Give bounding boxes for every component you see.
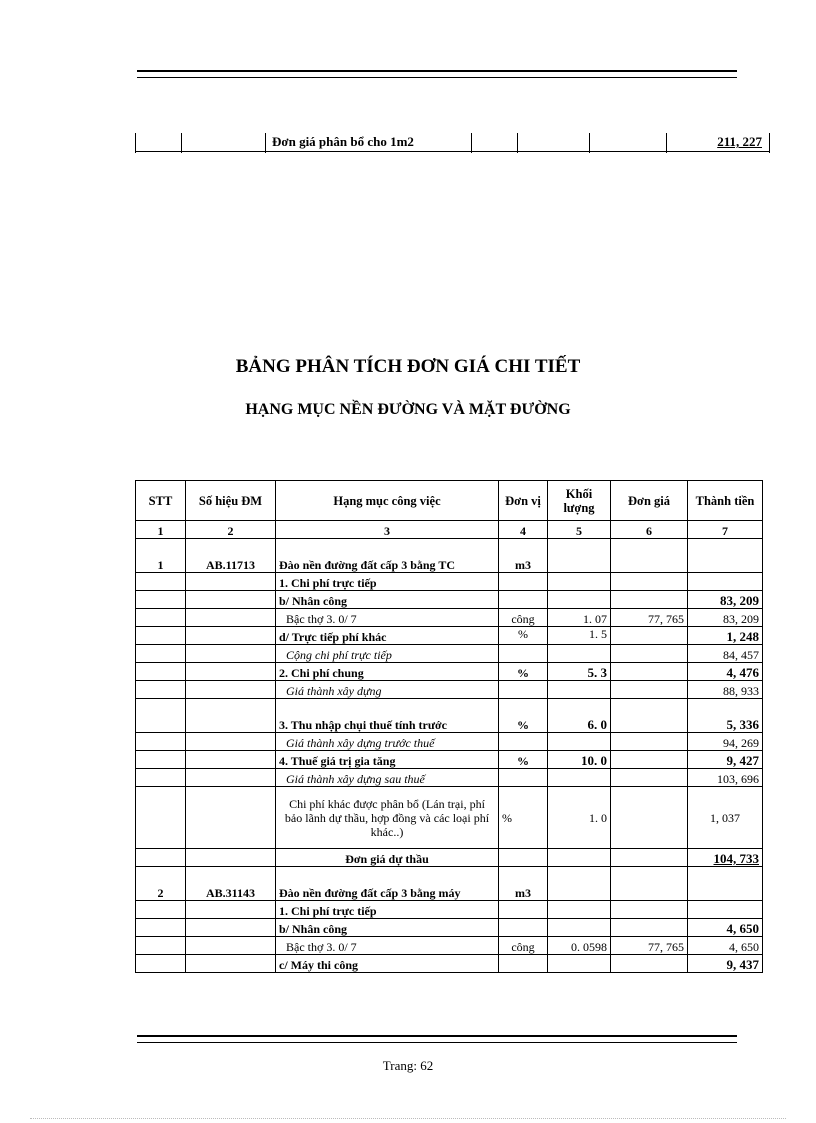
table-row bbox=[136, 937, 763, 955]
code-cell: AB.31143 bbox=[186, 867, 276, 901]
amount-cell: 103, 696 bbox=[688, 769, 763, 787]
unit-cell: % bbox=[499, 787, 548, 849]
table-row bbox=[136, 681, 763, 699]
item-cell: Giá thành xây dựng trước thuế bbox=[276, 733, 499, 751]
amount-cell: 9, 427 bbox=[688, 751, 763, 769]
stt-cell: 2 bbox=[136, 867, 186, 901]
item-cell: Bậc thợ 3. 0/ 7 bbox=[276, 937, 499, 955]
page-edge-divider bbox=[30, 1118, 786, 1119]
table-header-row bbox=[136, 481, 763, 521]
table-row bbox=[136, 609, 763, 627]
header-amount: Thành tiền bbox=[688, 481, 763, 521]
table-row bbox=[136, 591, 763, 609]
index-cell: 7 bbox=[688, 521, 763, 539]
unit-cell: công bbox=[499, 609, 548, 627]
index-cell: 1 bbox=[136, 521, 186, 539]
item-cell: Giá thành xây dựng bbox=[276, 681, 499, 699]
table-row bbox=[136, 849, 763, 867]
item-cell: b/ Nhân công bbox=[276, 919, 499, 937]
qty-cell: 1. 07 bbox=[548, 609, 611, 627]
table-row bbox=[136, 787, 763, 849]
header-unit: Đơn vị bbox=[499, 481, 548, 521]
amount-cell: 83, 209 bbox=[688, 591, 763, 609]
item-cell: Chi phí khác được phân bổ (Lán trại, phí bảo lãnh dự thầu, hợp đồng và các loại phí khác..) bbox=[276, 787, 499, 849]
stt-cell: 1 bbox=[136, 539, 186, 573]
qty-cell: 0. 0598 bbox=[548, 937, 611, 955]
amount-cell: 4, 476 bbox=[688, 663, 763, 681]
unit-cell: công bbox=[499, 937, 548, 955]
code-cell: AB.11713 bbox=[186, 539, 276, 573]
page-title: BẢNG PHÂN TÍCH ĐƠN GIÁ CHI TIẾT bbox=[235, 356, 581, 377]
price-cell: 77, 765 bbox=[611, 937, 688, 955]
header-price: Đơn giá bbox=[611, 481, 688, 521]
amount-cell: 104, 733 bbox=[688, 849, 763, 867]
table-row bbox=[136, 699, 763, 733]
item-cell: 1. Chi phí trực tiếp bbox=[276, 573, 499, 591]
header-rule bbox=[137, 70, 737, 78]
unit-cell: m3 bbox=[499, 867, 548, 901]
table-row bbox=[136, 539, 763, 573]
carry-over-row bbox=[135, 133, 770, 153]
qty-cell: 1. 5 bbox=[548, 627, 611, 645]
table-row bbox=[136, 645, 763, 663]
item-cell: 3. Thu nhập chụi thuế tính trước bbox=[276, 699, 499, 733]
amount-cell: 83, 209 bbox=[688, 609, 763, 627]
unit-cell: % bbox=[499, 751, 548, 769]
price-cell: 77, 765 bbox=[611, 609, 688, 627]
carry-over-value: 211, 227 bbox=[717, 134, 762, 149]
table-row bbox=[136, 867, 763, 901]
unit-cell: % bbox=[499, 663, 548, 681]
item-cell: c/ Máy thi công bbox=[276, 955, 499, 973]
qty-cell: 6. 0 bbox=[548, 699, 611, 733]
index-cell: 6 bbox=[611, 521, 688, 539]
table-row bbox=[136, 627, 763, 645]
amount-cell: 4, 650 bbox=[688, 937, 763, 955]
unit-cell: m3 bbox=[499, 539, 548, 573]
unit-cell: % bbox=[499, 627, 548, 645]
qty-cell: 10. 0 bbox=[548, 751, 611, 769]
item-cell: 4. Thuế giá trị gia tăng bbox=[276, 751, 499, 769]
item-cell: d/ Trực tiếp phí khác bbox=[276, 627, 499, 645]
item-cell: Đào nền đường đất cấp 3 bằng máy bbox=[276, 867, 499, 901]
amount-cell: 9, 437 bbox=[688, 955, 763, 973]
item-cell: Đào nền đường đất cấp 3 bằng TC bbox=[276, 539, 499, 573]
amount-cell: 1, 037 bbox=[688, 787, 763, 849]
table-row bbox=[136, 901, 763, 919]
amount-cell: 88, 933 bbox=[688, 681, 763, 699]
header-item: Hạng mục công việc bbox=[276, 481, 499, 521]
item-cell: 2. Chi phí chung bbox=[276, 663, 499, 681]
item-cell: Giá thành xây dựng sau thuế bbox=[276, 769, 499, 787]
qty-cell: 5. 3 bbox=[548, 663, 611, 681]
page-number: Trang: 62 bbox=[382, 1058, 434, 1073]
index-cell: 5 bbox=[548, 521, 611, 539]
table-row bbox=[136, 573, 763, 591]
carry-over-label: Đơn giá phân bổ cho 1m2 bbox=[272, 134, 414, 149]
table-row bbox=[136, 751, 763, 769]
amount-cell: 84, 457 bbox=[688, 645, 763, 663]
index-cell: 4 bbox=[499, 521, 548, 539]
table-row bbox=[136, 769, 763, 787]
table-row bbox=[136, 919, 763, 937]
item-cell: Bậc thợ 3. 0/ 7 bbox=[276, 609, 499, 627]
item-cell: 1. Chi phí trực tiếp bbox=[276, 901, 499, 919]
amount-cell: 94, 269 bbox=[688, 733, 763, 751]
index-cell: 3 bbox=[276, 521, 499, 539]
qty-cell: 1. 0 bbox=[548, 787, 611, 849]
item-cell: Đơn giá dự thầu bbox=[276, 849, 499, 867]
header-code: Số hiệu ĐM bbox=[186, 481, 276, 521]
column-index-row bbox=[136, 521, 763, 539]
price-analysis-table bbox=[135, 480, 763, 973]
item-cell: b/ Nhân công bbox=[276, 591, 499, 609]
amount-cell: 5, 336 bbox=[688, 699, 763, 733]
amount-cell: 1, 248 bbox=[688, 627, 763, 645]
amount-cell: 4, 650 bbox=[688, 919, 763, 937]
footer-rule bbox=[137, 1035, 737, 1043]
index-cell: 2 bbox=[186, 521, 276, 539]
table-row bbox=[136, 955, 763, 973]
page-subtitle: HẠNG MỤC NỀN ĐƯỜNG VÀ MẶT ĐƯỜNG bbox=[245, 401, 571, 418]
unit-cell: % bbox=[499, 699, 548, 733]
table-row bbox=[136, 733, 763, 751]
header-qty: Khối lượng bbox=[548, 481, 611, 521]
item-cell: Cộng chi phí trực tiếp bbox=[276, 645, 499, 663]
header-stt: STT bbox=[136, 481, 186, 521]
table-row bbox=[136, 663, 763, 681]
